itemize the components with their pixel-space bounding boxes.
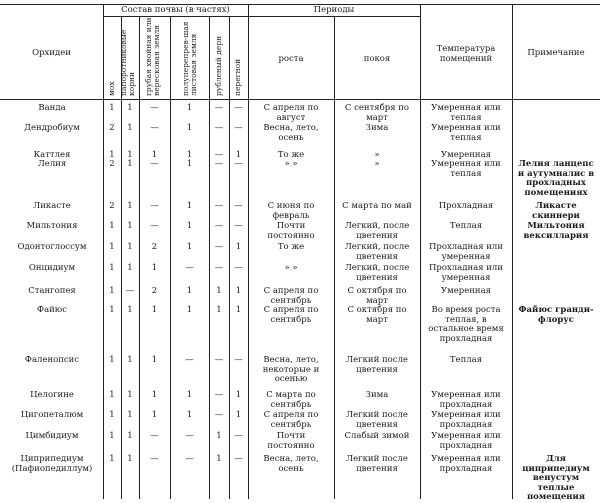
soil-value-0: 1 [109,242,115,252]
soil-value-1: 1 [127,242,133,252]
orchid-name: Ликасте [33,201,71,211]
soil-value-2: 1 [151,355,158,365]
soil-value-5: 1 [235,242,242,252]
soil-value-4: — [214,355,224,365]
soil-value-5: 1 [235,286,242,296]
soil-value-5: 1 [235,390,242,400]
temperature: Умеренная или прохладная [431,454,501,474]
soil-value-4: — [214,221,224,231]
temperature: Прохладная или умеренная [429,263,503,283]
header-soil-moss: мох [107,81,116,96]
header-soil-coarse-earth: грубая хвойная или вересковая земля [144,17,161,96]
growth-period: С апреля по август [263,103,319,123]
soil-value-2: 2 [151,286,158,296]
rest-period: » [374,150,380,160]
growth-period: С апреля по сентябрь [263,305,319,325]
growth-period: То же [277,242,305,252]
header-soil-turf: рубленый дерн [214,35,223,96]
rest-period: Легкий после цветения [346,355,408,375]
soil-value-0: 1 [109,221,115,231]
temperature: Умеренная или прохладная [431,410,501,430]
rest-period: Зима [365,390,389,400]
col-divider-soil-5 [229,16,230,499]
remark: Лелия ланцепс и аутумналис в прохладных помещениях [517,159,595,198]
soil-subheader-rule [103,16,248,17]
soil-value-0: 1 [109,454,115,464]
col-divider-soil-4 [209,16,210,499]
col-divider-soil-end [248,4,249,499]
col-divider-soil-3 [170,16,171,499]
col-divider-temp [420,4,421,499]
soil-value-5: 1 [235,150,242,160]
soil-value-4: — [214,123,224,133]
rest-period: Легкий после цветения [346,410,408,430]
remark: Для циприпедиум венуcтум теплые помещения [522,454,590,502]
soil-value-3: 1 [186,159,193,169]
soil-value-2: 2 [151,242,158,252]
col-divider-periods [334,16,335,499]
soil-value-4: — [214,263,224,273]
orchid-name: Файюс [37,305,67,315]
soil-value-3: 1 [186,150,193,160]
temperature: Умеренная [440,286,492,296]
col-divider-note [512,4,513,499]
orchid-name: Мильтония [26,221,78,231]
soil-value-0: 1 [109,263,115,273]
orchid-name: Цимбидиум [25,431,79,441]
soil-value-2: 1 [151,305,158,315]
header-soil-leaf-earth: полуперепрев-шая листовая земля [181,21,198,96]
rest-period: С октября по март [347,286,407,306]
header-soil-humus: перегной [233,58,242,96]
growth-period: Почти постоянно [267,221,315,241]
orchid-name: Дендробиум [24,123,80,133]
soil-value-3: 1 [186,410,193,420]
header-growth: роста [278,54,304,64]
growth-period: С апреля по сентябрь [263,410,319,430]
temperature: Теплая [449,221,483,231]
orchid-name: Целогине [30,390,74,400]
header-temperature: Температура помещений [436,44,496,64]
rest-period: С сентября по март [344,103,410,123]
orchid-name: Каттлея [33,150,71,160]
soil-value-0: 1 [109,410,115,420]
soil-value-0: 2 [109,159,115,169]
orchid-name: Одонтоглоссум [17,242,87,252]
soil-value-5: — [234,221,243,231]
soil-value-5: — [234,123,243,133]
temperature: Прохладная или умеренная [429,242,503,262]
soil-value-5: — [234,454,243,464]
soil-value-3: — [185,454,194,464]
growth-period: То же [277,150,305,160]
soil-value-1: 1 [127,221,133,231]
growth-period: Почти постоянно [267,431,315,451]
soil-value-5: 1 [235,410,242,420]
soil-value-3: 1 [186,286,193,296]
soil-value-2: 1 [151,150,158,160]
soil-value-4: 1 [216,431,222,441]
temperature: Умеренная или прохладная [431,390,501,410]
soil-value-3: 1 [186,123,193,133]
soil-value-1: 1 [127,263,133,273]
soil-value-4: — [214,201,224,211]
header-rest: покоя [363,54,391,64]
soil-value-4: 1 [216,454,222,464]
growth-period: Весна, лето, некоторые и осенью [262,355,320,384]
soil-value-1: 1 [127,150,133,160]
soil-value-2: — [150,201,159,211]
orchid-name: Цигопеталюм [20,410,84,420]
soil-value-3: 1 [186,242,193,252]
soil-value-2: — [150,103,159,113]
soil-value-1: 1 [127,201,133,211]
soil-value-2: — [150,431,159,441]
temperature: Умеренная или теплая [431,103,501,123]
header-periods: Периоды [313,5,355,15]
soil-value-1: 1 [127,159,133,169]
header-soil: Состав почвы (в частях) [121,5,230,15]
rest-period: Легкий, после цветения [344,221,410,241]
rest-period: Легкий, после цветения [344,263,410,283]
soil-value-5: — [234,263,243,273]
temperature: Умеренная или теплая [431,123,501,143]
soil-value-2: — [150,123,159,133]
soil-value-3: — [185,355,194,365]
remark: Ликасте скиннери [532,201,580,221]
soil-value-1: 1 [127,355,133,365]
growth-period: Весна, лето, осень [263,123,319,143]
soil-value-3: 1 [186,103,193,113]
growth-period: » » [284,263,298,273]
temperature: Во время роста теплая, в остальное время прохладная [428,305,504,344]
soil-value-5: — [234,431,243,441]
soil-value-5: 1 [235,305,242,315]
rest-period: Зима [365,123,389,133]
soil-value-1: 1 [127,305,133,315]
temperature: Теплая [449,355,483,365]
soil-value-0: 2 [109,201,115,211]
soil-value-4: 1 [216,286,222,296]
soil-value-4: — [214,410,224,420]
soil-value-0: 1 [109,390,115,400]
soil-value-2: — [150,454,159,464]
orchid-name: Циприпедиум (Пафиопедиллум) [11,454,93,474]
soil-value-3: 1 [186,305,193,315]
soil-value-5: — [234,355,243,365]
soil-value-4: — [214,242,224,252]
soil-value-3: — [185,431,194,441]
soil-value-2: 1 [151,390,158,400]
soil-value-5: — [234,159,243,169]
soil-value-0: 1 [109,150,115,160]
temperature: Прохладная [438,201,494,211]
soil-value-0: 1 [109,431,115,441]
temperature: Умеренная или теплая [431,159,501,179]
soil-value-3: 1 [186,201,193,211]
soil-value-0: 1 [109,305,115,315]
soil-value-0: 1 [109,286,115,296]
growth-period: С марта по сентябрь [266,390,316,410]
soil-value-4: 1 [216,305,222,315]
soil-value-2: — [150,221,159,231]
remark: Мильтония вексиллария [523,221,589,241]
soil-value-1: 1 [127,390,133,400]
soil-value-3: 1 [186,221,193,231]
soil-value-4: — [214,150,224,160]
soil-value-5: — [234,103,243,113]
soil-value-0: 1 [109,103,115,113]
orchid-name: Онцидиум [28,263,76,273]
soil-value-1: 1 [127,103,133,113]
soil-value-3: — [185,263,194,273]
soil-value-4: — [214,390,224,400]
header-note: Примечание [527,48,585,58]
growth-period: С июня по февраль [267,201,315,221]
soil-value-1: 1 [127,431,133,441]
growth-period: Весна, лето, осень [263,454,319,474]
soil-value-3: 1 [186,390,193,400]
soil-value-0: 2 [109,123,115,133]
header-bottom-rule [0,99,600,100]
rest-period: Легкий после цветения [346,454,408,474]
growth-period: С апреля по сентябрь [263,286,319,306]
rest-period: Слабый зимой [344,431,410,441]
soil-value-2: — [150,159,159,169]
soil-value-1: 1 [127,454,133,464]
growth-period: » » [284,159,298,169]
soil-value-0: 1 [109,355,115,365]
orchid-name: Лелия [37,159,67,169]
temperature: Умеренная [440,150,492,160]
soil-value-1: — [125,286,135,296]
remark: Файюс гранди-флорус [518,305,594,325]
rest-period: С октября по март [347,305,407,325]
header-soil-fern-roots: папоротниковые корни [119,29,136,96]
soil-value-1: 1 [127,410,133,420]
soil-value-5: — [234,201,243,211]
soil-value-4: — [214,159,224,169]
temperature: Умеренная или прохладная [431,431,501,451]
soil-value-2: 1 [151,263,158,273]
header-orchid: Орхидеи [32,48,71,58]
rest-period: » [374,159,380,169]
rest-period: С марта по май [342,201,412,211]
orchid-name: Фаленопсис [24,355,80,365]
soil-value-4: — [214,103,224,113]
orchid-name: Стангопея [28,286,76,296]
soil-value-1: 1 [127,123,133,133]
col-divider-soil-2 [139,16,140,499]
soil-value-2: 1 [151,410,158,420]
orchid-name: Ванда [38,103,66,113]
rest-period: Легкий, после цветения [344,242,410,262]
